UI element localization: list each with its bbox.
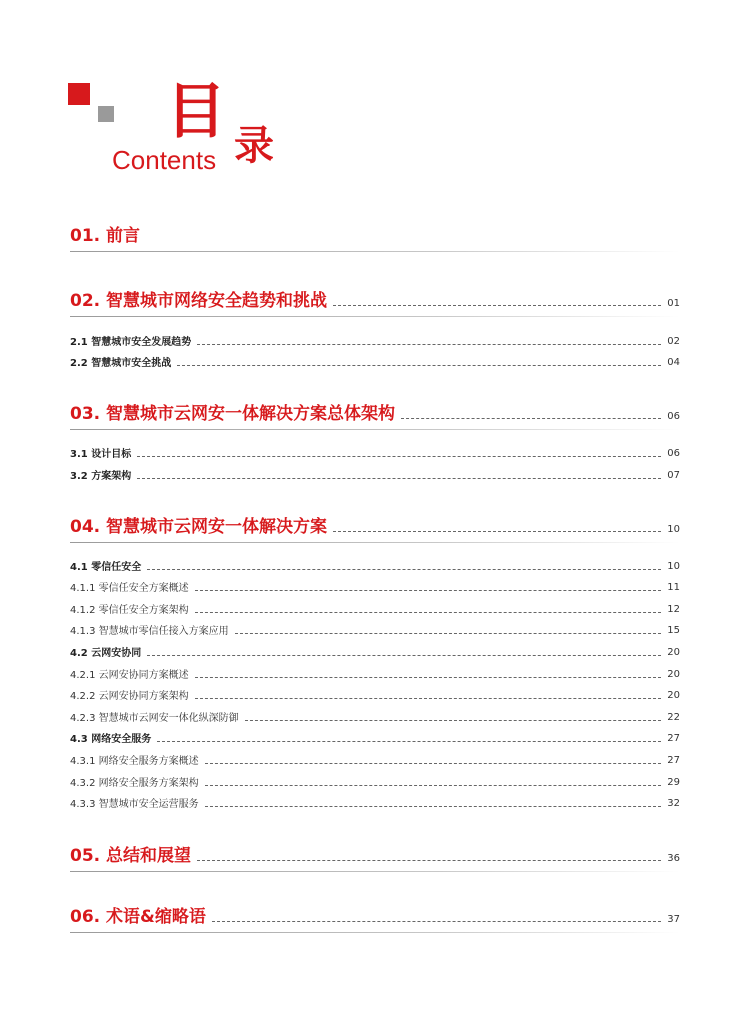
page-number: 15 (667, 625, 680, 636)
section-title: 03. 智慧城市云网安一体解决方案总体架构 (70, 404, 396, 424)
page-number: 04 (667, 357, 680, 368)
dot-leader (245, 720, 662, 721)
toc-entry[interactable] (70, 621, 680, 637)
dot-leader (137, 478, 661, 479)
dot-leader (235, 633, 662, 634)
page-number: 29 (667, 777, 680, 788)
page-number: 11 (667, 582, 680, 593)
page-number: 12 (667, 604, 680, 615)
entry-label: 2.2 智慧城市安全挑战 (70, 358, 172, 369)
dot-leader (212, 921, 661, 922)
dot-leader (401, 418, 661, 419)
dot-leader (205, 785, 662, 786)
section-title: 01. 前言 (70, 226, 141, 246)
toc-section-01[interactable] (70, 219, 680, 252)
toc-section-03[interactable] (70, 397, 680, 430)
entry-label: 4.1.2 零信任安全方案架构 (70, 605, 189, 616)
dot-leader (197, 344, 661, 345)
toc-entry[interactable] (70, 751, 680, 767)
entry-label: 4.1.3 智慧城市零信任接入方案应用 (70, 626, 229, 637)
toc-entry[interactable] (70, 643, 680, 659)
toc-entry[interactable] (70, 708, 680, 724)
toc-entry[interactable] (70, 444, 680, 460)
dot-leader (157, 741, 661, 742)
dot-leader (195, 590, 662, 591)
page-number: 20 (667, 690, 680, 701)
logo-red-square (68, 83, 90, 105)
toc-entry[interactable] (70, 773, 680, 789)
section-title: 02. 智慧城市网络安全趋势和挑战 (70, 291, 328, 311)
dot-leader (333, 531, 661, 532)
section-divider (70, 251, 680, 252)
page-number: 07 (667, 470, 680, 481)
section-title: 06. 术语&缩略语 (70, 907, 206, 927)
page-number: 06 (667, 448, 680, 459)
entry-label: 4.2 云网安协同 (70, 648, 142, 659)
toc-entry[interactable] (70, 600, 680, 616)
dot-leader (147, 655, 661, 656)
page-number: 27 (667, 733, 680, 744)
entry-label: 4.1.1 零信任安全方案概述 (70, 583, 189, 594)
page-number: 37 (667, 914, 680, 925)
entry-label: 2.1 智慧城市安全发展趋势 (70, 337, 192, 348)
dot-leader (195, 677, 662, 678)
entry-label: 3.1 设计目标 (70, 449, 132, 460)
entry-label: 4.3.3 智慧城市安全运营服务 (70, 799, 199, 810)
page-number: 36 (667, 853, 680, 864)
page-number: 01 (667, 298, 680, 309)
dot-leader (195, 612, 662, 613)
dot-leader (137, 456, 661, 457)
section-divider (70, 871, 680, 872)
entry-label: 4.3 网络安全服务 (70, 734, 152, 745)
section-title: 04. 智慧城市云网安一体解决方案 (70, 517, 328, 537)
toc-entry[interactable] (70, 794, 680, 810)
page-title-second: 录 (234, 123, 274, 169)
toc-section-06[interactable] (70, 900, 680, 933)
section-title: 05. 总结和展望 (70, 846, 192, 866)
page-number: 22 (667, 712, 680, 723)
page-title-english: Contents (112, 145, 217, 175)
section-divider (70, 542, 680, 543)
page-number: 20 (667, 647, 680, 658)
entry-label: 4.2.1 云网安协同方案概述 (70, 670, 189, 681)
toc-section-04[interactable] (70, 510, 680, 543)
toc-entry[interactable] (70, 353, 680, 369)
toc-entry[interactable] (70, 332, 680, 348)
entry-label: 4.2.2 云网安协同方案架构 (70, 691, 189, 702)
toc-entry[interactable] (70, 686, 680, 702)
toc-entry[interactable] (70, 578, 680, 594)
dot-leader (195, 698, 662, 699)
entry-label: 4.3.2 网络安全服务方案架构 (70, 778, 199, 789)
section-divider (70, 429, 680, 430)
page-number: 32 (667, 798, 680, 809)
toc-entry[interactable] (70, 729, 680, 745)
dot-leader (177, 365, 661, 366)
toc-entry[interactable] (70, 557, 680, 573)
page-title: 目 (166, 77, 226, 147)
page-number: 06 (667, 411, 680, 422)
toc-section-05[interactable] (70, 839, 680, 872)
entry-label: 3.2 方案架构 (70, 471, 132, 482)
dot-leader (333, 305, 661, 306)
page-number: 02 (667, 336, 680, 347)
dot-leader (205, 763, 662, 764)
toc-section-02[interactable] (70, 284, 680, 317)
page-number: 27 (667, 755, 680, 766)
page-number: 10 (667, 524, 680, 535)
page-number: 20 (667, 669, 680, 680)
entry-label: 4.3.1 网络安全服务方案概述 (70, 756, 199, 767)
entry-label: 4.1 零信任安全 (70, 562, 142, 573)
dot-leader (197, 860, 661, 861)
toc-entry[interactable] (70, 466, 680, 482)
dot-leader (147, 569, 661, 570)
toc-entry[interactable] (70, 665, 680, 681)
section-divider (70, 316, 680, 317)
entry-label: 4.2.3 智慧城市云网安一体化纵深防御 (70, 713, 239, 724)
page-number: 10 (667, 561, 680, 572)
dot-leader (205, 806, 662, 807)
section-divider (70, 932, 680, 933)
logo-gray-square (98, 106, 114, 122)
